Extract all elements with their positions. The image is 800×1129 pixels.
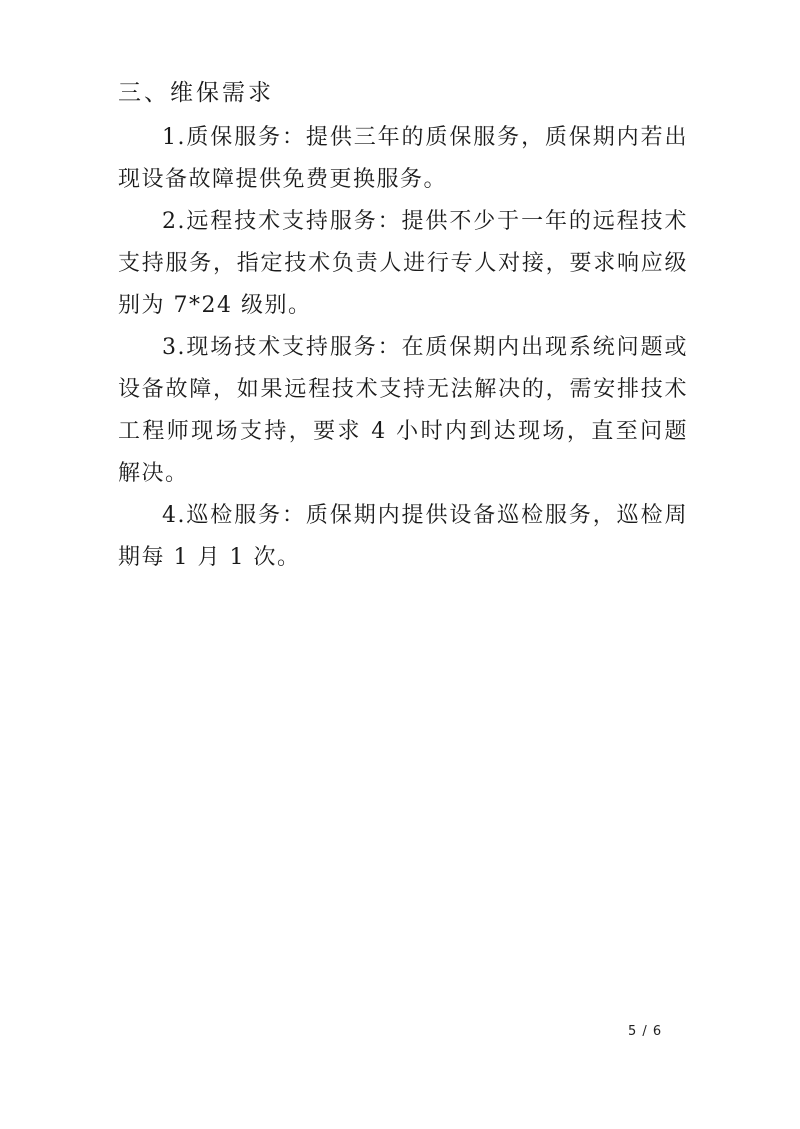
page-number: 5 / 6: [628, 1024, 663, 1039]
requirements-body: [118, 117, 688, 579]
paragraph-inspection-service: 4.巡检服务：质保期内提供设备巡检服务，巡检周期每 1 月 1 次。: [118, 503, 688, 570]
paragraph-onsite-support: 3.现场技术支持服务：在质保期内出现系统问题或设备故障，如果远程技术支持无法解决的，需安排技术工程师现场支持，要求 4 小时内到达现场，直至问题解决。: [118, 335, 688, 486]
paragraph-remote-support: 2.远程技术支持服务：提供不少于一年的远程技术支持服务，指定技术负责人进行专人对接，要求响应级别为 7*24 级别。: [118, 209, 688, 318]
paragraph-warranty-service: 1.质保服务：提供三年的质保服务，质保期内若出现设备故障提供免费更换服务。: [118, 125, 688, 192]
section-heading: 三、维保需求: [118, 80, 274, 106]
